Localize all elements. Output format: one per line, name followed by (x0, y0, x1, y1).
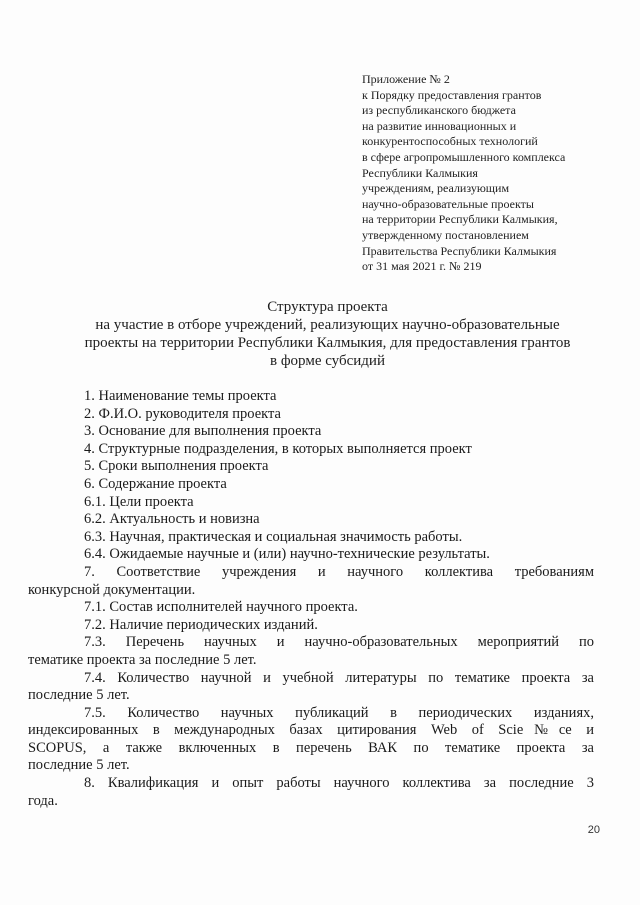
list-item (28, 704, 594, 775)
item-line: 7.4. Количество научной и учебной литературы по тематике проекта за (84, 669, 594, 686)
list-item: 7.2. Наличие периодических изданий. (84, 616, 318, 633)
project-structure-list (28, 388, 594, 810)
appendix-line: от 31 мая 2021 г. № 219 (362, 259, 482, 274)
list-item: 2. Ф.И.О. руководителя проекта (84, 405, 281, 422)
item-line: последние 5 лет. (28, 687, 130, 704)
list-item (28, 669, 594, 705)
list-item (28, 634, 594, 669)
item-line: 7. Соответствие учреждения и научного коллектива требованиям (84, 563, 594, 580)
appendix-line: из республиканского бюджета (362, 103, 516, 118)
appendix-line: Приложение № 2 (362, 72, 450, 86)
list-item: 5. Сроки выполнения проекта (84, 458, 269, 475)
title-line: на участие в отборе учреждений, реализующих научно-образовательные (95, 317, 560, 333)
item-line: конкурсной документации. (28, 581, 196, 598)
appendix-header (362, 72, 612, 275)
item-line: 7.5. Количество научных публикаций в периодических изданиях, (84, 704, 594, 721)
appendix-line: утвержденному постановлением (362, 227, 529, 242)
list-item: 6.1. Цели проекта (84, 493, 194, 510)
list-item (28, 563, 594, 599)
title-line: в форме субсидий (270, 353, 385, 369)
list-item: 7.1. Состав исполнителей научного проекта. (84, 599, 358, 616)
item-line: индексированных в международных базах цитирования Web of Scie№ce и (28, 722, 594, 739)
appendix-line: в сфере агропромышленного комплекса (362, 149, 566, 164)
item-line: последние 5 лет. (28, 757, 130, 774)
appendix-line: на развитие инновационных и (362, 118, 517, 133)
item-line: SCOPUS, а также включенных в перечень ВАК по тематике проекта за (28, 739, 594, 756)
item-line: тематике проекта за последние 5 лет. (28, 651, 257, 668)
list-item: 4. Структурные подразделения, в которых выполняется проект (84, 440, 472, 457)
title-line: проекты на территории Республики Калмыкия, для предоставления грантов (84, 335, 571, 351)
appendix-line: к Порядку предоставления грантов (362, 87, 542, 102)
appendix-line: на территории Республики Калмыкия, (362, 212, 558, 227)
document-title (60, 298, 595, 370)
appendix-line: Правительства Республики Калмыкия (362, 243, 557, 258)
list-item (28, 775, 594, 810)
list-item: 3. Основание для выполнения проекта (84, 423, 322, 440)
appendix-line: научно-образовательные проекты (362, 196, 534, 211)
page-number: 20 (587, 824, 600, 836)
item-line: года. (28, 792, 58, 809)
list-item: 6.3. Научная, практическая и социальная значимость работы. (84, 528, 463, 545)
item-line: 8. Квалификация и опыт работы научного коллектива за последние 3 (84, 775, 594, 792)
appendix-line: учреждениям, реализующим (362, 181, 510, 196)
list-item: 1. Наименование темы проекта (84, 388, 277, 404)
appendix-line: Республики Калмыкия (362, 165, 478, 180)
appendix-line: конкурентоспособных технологий (362, 134, 538, 149)
list-item: 6.2. Актуальность и новизна (84, 511, 260, 528)
title-line: Структура проекта (267, 299, 388, 315)
item-line: 7.3. Перечень научных и научно-образовательных мероприятий по (84, 634, 594, 651)
list-item: 6.4. Ожидаемые научные и (или) научно-технические результаты. (84, 546, 490, 563)
list-item: 6. Содержание проекта (84, 475, 227, 492)
